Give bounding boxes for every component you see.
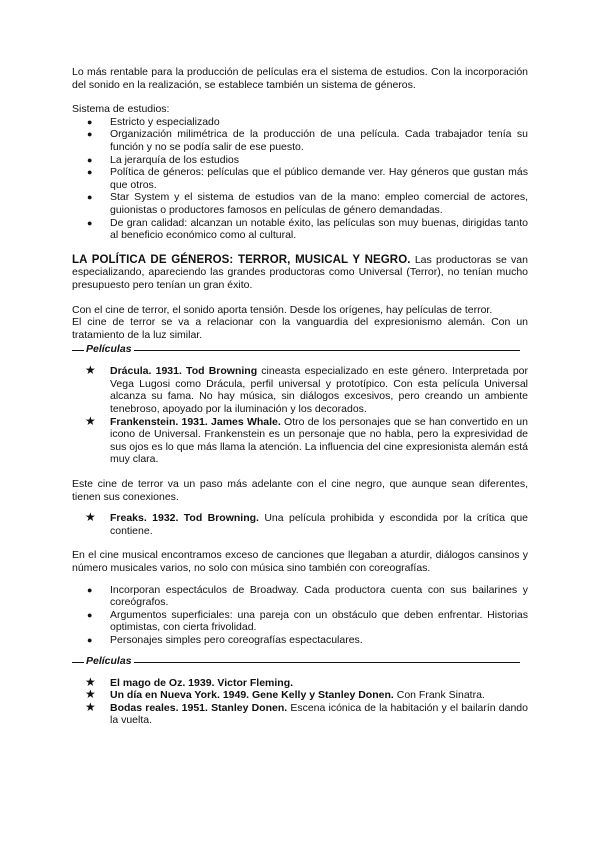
list-item: ● Star System y el sistema de estudios van de la mano: empleo comercial de actores, guionistas o productores famosos en películas de género demandadas.: [72, 191, 528, 216]
section-label: Películas: [86, 654, 132, 667]
film-item: [72, 365, 528, 415]
horror-paragraph-1: Con el cine de terror, el sonido aporta tensión. Desde los orígenes, hay películas de terror.: [72, 303, 493, 316]
film-item: [72, 512, 528, 537]
musical-list: [72, 584, 528, 647]
list-item: ● Estricto y especializado: [72, 116, 528, 129]
section-divider-films-2: [72, 655, 528, 668]
list-item: ● Incorporan espectáculos de Broadway. Cada productora cuenta con sus bailarines y coreógrafos.: [72, 584, 528, 609]
film-item: [72, 677, 528, 690]
genres-heading: LA POLÍTICA DE GÉNEROS: TERROR, MUSICAL Y NEGRO.: [72, 253, 411, 266]
list-item: ● Personajes simples pero coreografías espectaculares.: [72, 634, 528, 647]
film-title: El mago de Oz. 1939. Victor Fleming.: [110, 676, 294, 689]
films-list-1: [72, 365, 528, 466]
film-title: Freaks. 1932. Tod Browning.: [110, 512, 259, 525]
film-description: Escena icónica de la habitación y el bailarín dando la vuelta.: [110, 701, 528, 727]
studio-system-title: Sistema de estudios:: [72, 103, 170, 116]
studio-system-list: [72, 116, 528, 242]
film-item: [72, 416, 528, 466]
genres-paragraph: [72, 254, 528, 292]
list-item: ● De gran calidad: alcanzan un notable éxito, las películas son muy buenas, dirigidas tanto al beneficio económico como al cultural.: [72, 217, 528, 242]
list-item: ● La jerarquía de los estudios: [72, 154, 528, 167]
film-title: Bodas reales. 1951. Stanley Donen.: [110, 701, 288, 714]
films-list-2: [72, 677, 528, 727]
film-title: Frankenstein. 1931. James Whale.: [110, 415, 281, 428]
genres-text: Las productoras se van especializando, apareciendo las grandes productoras como Universal (Terror), no tenían mucho presupuesto pero tenían un gran éxito.: [72, 253, 528, 291]
film-item: [72, 702, 528, 727]
film-description: Con Frank Sinatra.: [393, 689, 485, 702]
film-title: Drácula. 1931. Tod Browning: [110, 365, 258, 378]
films-list-noir: [72, 512, 528, 537]
list-item: ● Argumentos superficiales: una pareja con un obstáculo que deben enfrentar. Historias optimistas, con cierta frivolidad.: [72, 609, 528, 634]
intro-paragraph: Lo más rentable para la producción de películas era el sistema de estudios. Con la incorporación del sonido en la realización, se establece también un sistema de géneros.: [72, 66, 528, 91]
document-page: [72, 66, 528, 727]
list-item: ● Organización milimétrica de la producción de una película. Cada trabajador tenía su función y no se podía salir de ese puesto.: [72, 128, 528, 153]
film-item: [72, 689, 528, 702]
noir-paragraph: Este cine de terror va un paso más adelante con el cine negro, que aunque sean diferentes, tienen sus conexiones.: [72, 478, 528, 503]
section-divider-films-1: [72, 343, 528, 356]
divider-line: [72, 350, 520, 351]
list-item: ● Política de géneros: películas que el público demande ver. Hay géneros que gustan más que otros.: [72, 166, 528, 191]
film-title: Un día en Nueva York. 1949. Gene Kelly y Stanley Donen.: [110, 689, 394, 702]
section-label: Películas: [86, 343, 132, 356]
film-description: cineasta especializado en este género. Interpretada por Vega Lugosi como Drácula, perfil universal y prototípico. Con esta película Universal alcanza su fama. No hay música, sin diálogos excesivos, pero creando un ambiente tenebroso, apoyado por la iluminación y los decorados.: [110, 365, 528, 416]
divider-line: [72, 662, 520, 663]
horror-paragraph-2: El cine de terror se va a relacionar con la vanguardia del expresionismo alemán. Con un tratamiento de la luz similar.: [72, 316, 528, 341]
film-description: Una película prohibida y escondida por la crítica que contiene.: [110, 512, 528, 537]
film-description: Otro de los personajes que se han convertido en un icono de Universal. Frankenstein es un personaje que no habla, pero la expresividad de sus ojos es lo que más llama la atención. La influencia del cine expresionista alemán está muy clara.: [110, 415, 528, 466]
musical-paragraph: En el cine musical encontramos exceso de canciones que llegaban a aturdir, diálogos cansinos y número musicales varios, no solo con música sino también con coreografías.: [72, 549, 528, 574]
